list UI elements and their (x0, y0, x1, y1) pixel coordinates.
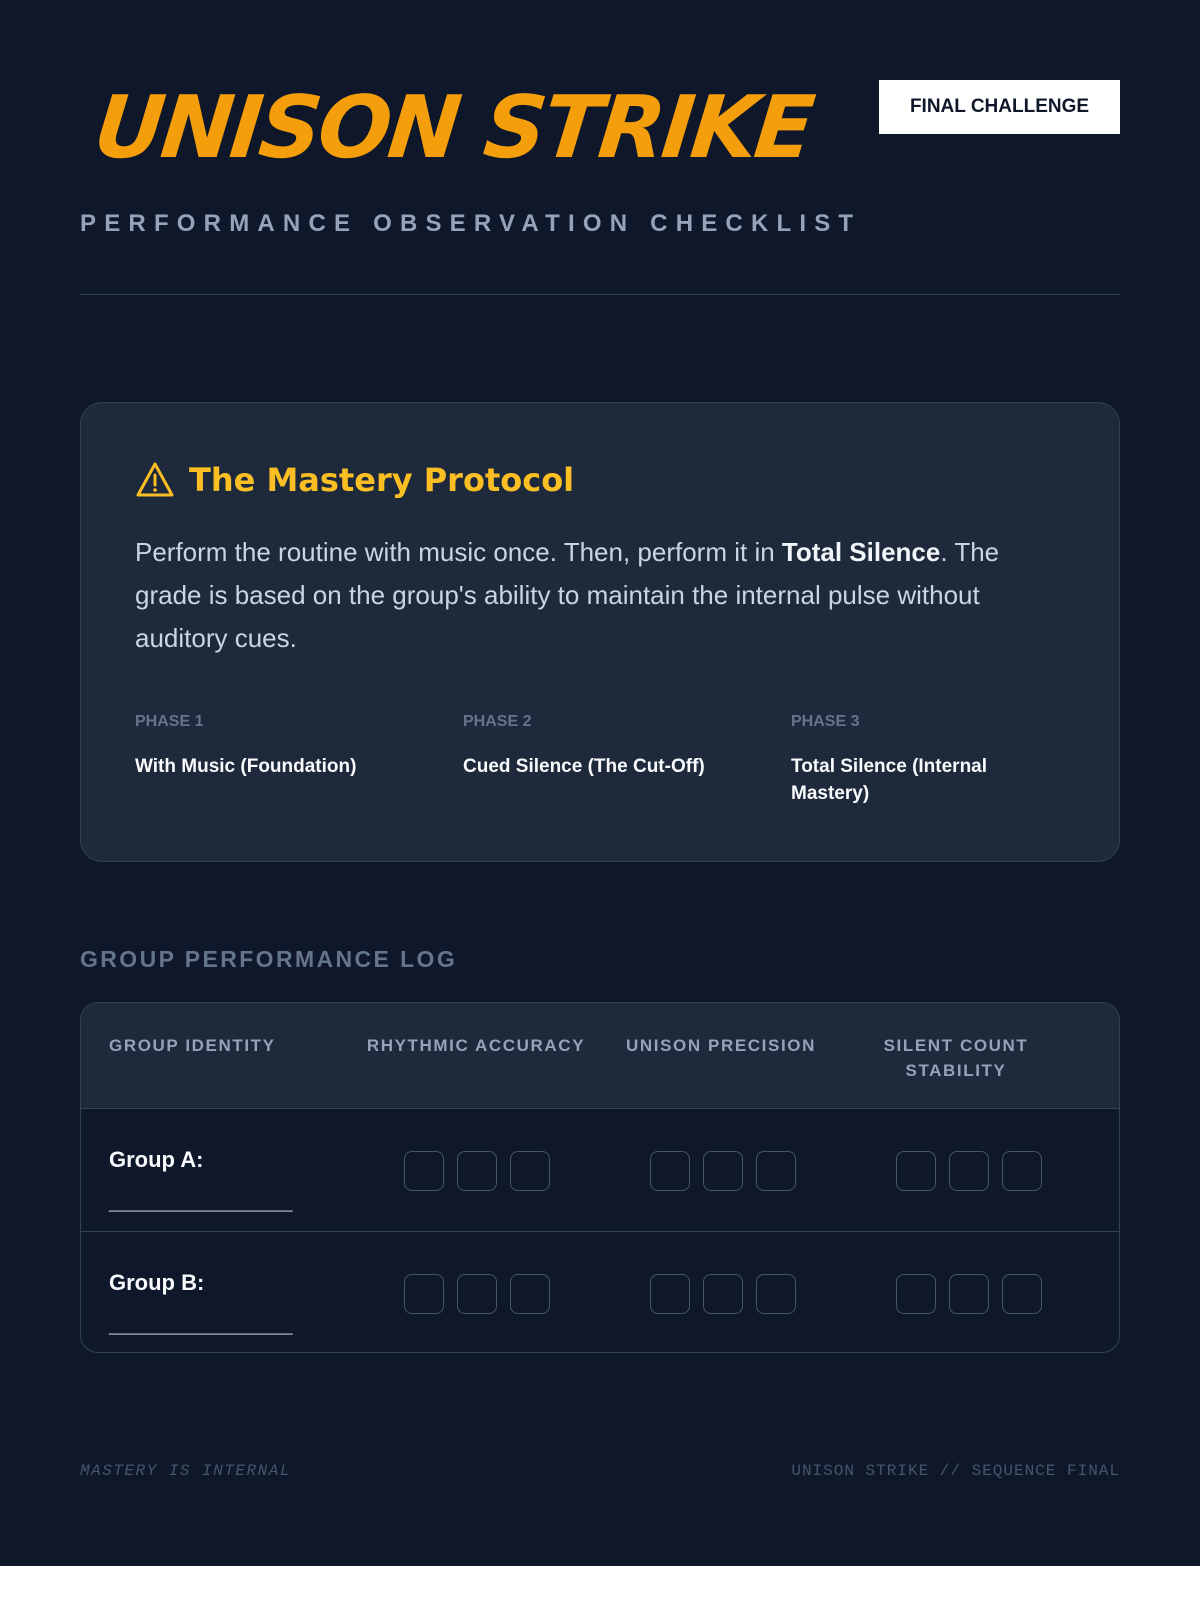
checkbox[interactable] (404, 1151, 444, 1191)
mastery-protocol-card (80, 402, 1120, 862)
protocol-text-part1: Perform the routine with music once. Then, perform it in (135, 537, 782, 567)
group-b-label (109, 1262, 293, 1346)
phase-label: PHASE 1 (135, 713, 204, 730)
column-header-silent-count-stability: SILENT COUNT STABILITY (883, 1036, 1029, 1080)
checkbox[interactable] (510, 1151, 550, 1191)
checkbox[interactable] (756, 1151, 796, 1191)
checkbox[interactable] (650, 1274, 690, 1314)
group-name-blank[interactable]: _______________ (109, 1189, 293, 1214)
column-header-group-identity: GROUP IDENTITY (109, 1036, 276, 1055)
group-name: Group A: (109, 1147, 204, 1172)
checkbox[interactable] (756, 1274, 796, 1314)
checkbox[interactable] (896, 1274, 936, 1314)
phase-value: Total Silence (Internal Mastery) (791, 756, 988, 804)
checkbox[interactable] (457, 1151, 497, 1191)
phase-3 (791, 713, 1041, 807)
page-subtitle: PERFORMANCE OBSERVATION CHECKLIST (80, 210, 862, 237)
phase-label: PHASE 2 (463, 713, 532, 730)
warning-triangle-icon (135, 461, 175, 499)
unison-precision-checkboxes (650, 1274, 796, 1314)
unison-precision-checkboxes (650, 1151, 796, 1191)
silent-count-stability-checkboxes (896, 1151, 1042, 1191)
column-header-rhythmic-accuracy: RHYTHMIC ACCURACY (366, 1036, 586, 1055)
phase-value: Cued Silence (The Cut-Off) (463, 756, 705, 777)
checkbox[interactable] (703, 1274, 743, 1314)
header-divider (80, 294, 1120, 295)
phase-value: With Music (Foundation) (135, 756, 357, 777)
checkbox[interactable] (510, 1274, 550, 1314)
footer-sequence-label: UNISON STRIKE // SEQUENCE FINAL (791, 1462, 1120, 1480)
checkbox[interactable] (703, 1151, 743, 1191)
protocol-title: The Mastery Protocol (189, 461, 575, 499)
checkbox[interactable] (949, 1151, 989, 1191)
rhythmic-accuracy-checkboxes (404, 1151, 550, 1191)
log-heading: GROUP PERFORMANCE LOG (80, 946, 458, 972)
checkbox[interactable] (650, 1151, 690, 1191)
group-performance-table (80, 1002, 1120, 1353)
checkbox[interactable] (1002, 1274, 1042, 1314)
table-row (81, 1231, 1120, 1353)
group-name: Group B: (109, 1270, 205, 1295)
footer-tagline: MASTERY IS INTERNAL (80, 1462, 291, 1480)
protocol-text-emphasis: Total Silence (781, 537, 941, 567)
protocol-description (135, 531, 1055, 660)
group-name-blank[interactable]: _______________ (109, 1312, 293, 1337)
column-header-unison-precision: UNISON PRECISION (626, 1036, 816, 1055)
page-title: UNISON STRIKE (89, 78, 817, 178)
phase-2 (463, 713, 753, 780)
group-a-label (109, 1139, 293, 1223)
checkbox[interactable] (404, 1274, 444, 1314)
phase-1 (135, 713, 425, 780)
protocol-header (135, 461, 574, 499)
checkbox[interactable] (1002, 1151, 1042, 1191)
checkbox[interactable] (896, 1151, 936, 1191)
checkbox[interactable] (949, 1274, 989, 1314)
table-row (81, 1109, 1120, 1231)
protocol-text-part2: . The grade is based on the group's ability to maintain the internal pulse without auditory cues. (135, 537, 1000, 653)
final-challenge-badge: FINAL CHALLENGE (879, 80, 1120, 134)
silent-count-stability-checkboxes (896, 1274, 1042, 1314)
rhythmic-accuracy-checkboxes (404, 1274, 550, 1314)
phase-label: PHASE 3 (791, 713, 860, 730)
table-header (81, 1003, 1120, 1109)
checkbox[interactable] (457, 1274, 497, 1314)
